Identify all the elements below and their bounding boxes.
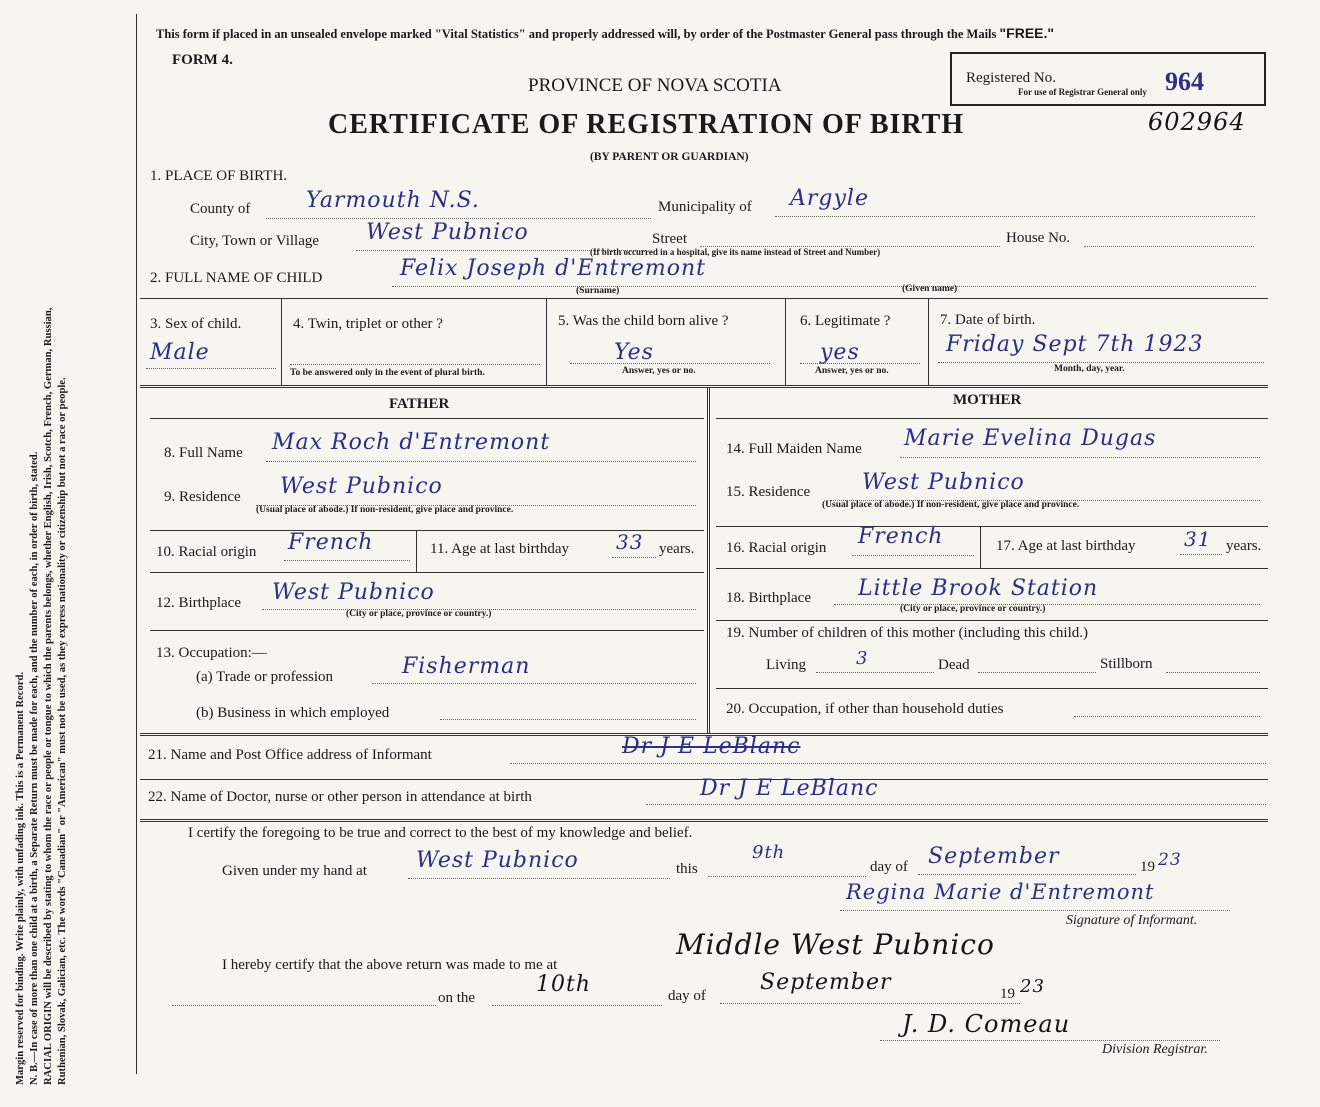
twin-label: 4. Twin, triplet or other ? [293,316,443,332]
informant-signature-label: Signature of Informant. [1066,913,1198,928]
stillborn-label: Stillborn [1100,656,1153,672]
sidebar-notes [14,15,70,1085]
alive-value: Yes [614,340,654,365]
mother-racial-value: French [858,524,944,549]
city-value: West Pubnico [366,220,529,245]
mother-name-value: Marie Evelina Dugas [904,426,1157,451]
this-label: this [676,861,698,877]
mother-age-label: 17. Age at last birthday [996,538,1136,554]
given-day-of-label: day of [870,859,908,875]
registrar-statement: I hereby certify that the above return was made to me at [222,957,558,973]
alive-label: 5. Was the child born alive ? [558,313,729,329]
sidebar-line-4: Ruthenian, Slovak, Galician, etc. The words "Canadian" or "American" must not be used, as they express nationality or citizenship but not a race or people. [57,377,68,1085]
father-name-label: 8. Full Name [164,445,243,461]
mother-heading: MOTHER [953,392,1022,408]
sidebar-line-3: RACIAL ORIGIN will be described by stating to whom the race or people or tongue to which the parents belongs, whether English, Irish, Scotch, French, German, Russian, [43,307,54,1085]
mail-notice: This form if placed in an unsealed envelope marked "Vital Statistics" and properly addressed will, by order of the Postmaster General pass through the Mails "FREE." [156,25,1055,41]
municipality-label: Municipality of [658,199,752,215]
birth-date-note: Month, day, year. [1054,364,1125,374]
form-number: FORM 4. [172,52,233,68]
free-label: "FREE." [999,25,1055,41]
informant-label: 21. Name and Post Office address of Informant [148,747,432,763]
dead-label: Dead [938,657,970,673]
mother-name-label: 14. Full Maiden Name [726,441,862,457]
father-birthplace-value: West Pubnico [272,580,435,605]
father-occupation-label: 13. Occupation:— [156,645,267,661]
place-heading: 1. PLACE OF BIRTH. [150,168,288,184]
doctor-value: Dr J E LeBlanc [700,776,879,801]
mother-residence-value: West Pubnico [862,470,1025,495]
certificate-subtitle: (BY PARENT OR GUARDIAN) [590,151,749,163]
margin-rule [136,14,137,1074]
given-year-value: 23 [1158,850,1182,870]
father-racial-label: 10. Racial origin [156,544,257,560]
father-residence-label: 9. Residence [164,489,241,505]
city-label: City, Town or Village [190,233,320,249]
informant-value: Dr J E LeBlanc [622,734,801,759]
street-label: Street [652,231,687,247]
registered-label: Registered No. [966,70,1056,86]
registrar-title: Division Registrar. [1102,1042,1208,1057]
birth-date-value: Friday Sept 7th 1923 [946,332,1204,357]
mother-birthplace-note: (City or place, province or country.) [900,604,1046,614]
given-day-value: 9th [752,842,786,863]
mother-children-label: 19. Number of children of this mother (including this child.) [726,625,1089,641]
alive-note: Answer, yes or no. [622,366,696,376]
county-value: Yarmouth N.S. [306,188,480,213]
father-racial-value: French [288,530,374,555]
registrar-place-value: Middle West Pubnico [676,928,995,961]
surname-note: (Surname) [576,286,620,296]
father-residence-note: (Usual place of abode.) If non-resident, give place and province. [256,505,514,515]
sidebar-line-1: Margin reserved for binding. Write plainly, with unfading ink. This is a Permanent Record. [15,671,26,1085]
birth-date-label: 7. Date of birth. [940,312,1036,328]
sidebar-line-2: N. B.—In case of more than one child at a birth, a Separate Return must be made for each, and the number of each, in order of birth, stated. [29,451,40,1085]
registrar-day-of-label: day of [668,988,706,1004]
twin-note: To be answered only in the event of plural birth. [290,368,485,378]
mother-age-value: 31 [1184,527,1212,551]
father-residence-value: West Pubnico [280,474,443,499]
father-birthplace-note: (City or place, province or country.) [346,609,492,619]
legitimate-note: Answer, yes or no. [815,366,889,376]
father-name-value: Max Roch d'Entremont [272,430,551,455]
given-year-prefix: 19 [1140,859,1155,875]
given-month-value: September [928,844,1060,869]
sex-label: 3. Sex of child. [150,316,242,332]
legitimate-label: 6. Legitimate ? [800,313,891,329]
child-name-label: 2. FULL NAME OF CHILD [150,270,323,286]
sex-value: Male [150,340,210,365]
father-business-label: (b) Business in which employed [196,705,390,721]
certify-statement: I certify the foregoing to be true and correct to the best of my knowledge and belief. [188,825,693,841]
father-trade-value: Fisherman [402,654,531,679]
father-years-label: years. [659,541,695,557]
living-label: Living [766,657,806,673]
mother-racial-label: 16. Racial origin [726,540,827,556]
mother-years-label: years. [1226,538,1262,554]
mother-birthplace-label: 18. Birthplace [726,590,811,606]
registered-note: For use of Registrar General only [1018,87,1147,97]
street-note: (If birth occurred in a hospital, give its name instead of Street and Number) [590,247,881,257]
given-name-note: (Given name) [902,284,958,294]
informant-signature: Regina Marie d'Entremont [846,880,1155,904]
given-under-label: Given under my hand at [222,863,367,879]
registrar-year-value: 23 [1020,976,1045,997]
father-heading: FATHER [389,396,450,412]
registrar-year-prefix: 19 [1000,986,1015,1002]
registrar-day-value: 10th [536,972,592,997]
certificate-title: CERTIFICATE OF REGISTRATION OF BIRTH [328,109,965,140]
registrar-signature: J. D. Comeau [902,1010,1071,1038]
mother-residence-note: (Usual place of abode.) If non-resident, give place and province. [822,500,1080,510]
municipality-value: Argyle [790,186,869,211]
father-age-value: 33 [616,530,644,554]
mother-birthplace-value: Little Brook Station [858,576,1099,601]
on-the-label: on the [438,990,476,1006]
living-value: 3 [856,648,869,669]
father-trade-label: (a) Trade or profession [196,669,334,685]
margin-number: 602964 [1148,108,1246,136]
registrar-month-value: September [760,970,892,995]
mother-residence-label: 15. Residence [726,484,811,500]
father-birthplace-label: 12. Birthplace [156,595,241,611]
county-label: County of [190,201,251,217]
province-heading: PROVINCE OF NOVA SCOTIA [528,75,782,96]
doctor-label: 22. Name of Doctor, nurse or other person in attendance at birth [148,789,532,805]
mother-occupation-label: 20. Occupation, if other than household duties [726,701,1004,717]
registered-value: 964 [1165,67,1204,96]
house-label: House No. [1006,230,1071,246]
legitimate-value: yes [820,340,860,365]
child-name-value: Felix Joseph d'Entremont [400,256,707,281]
given-place-value: West Pubnico [416,848,579,873]
father-age-label: 11. Age at last birthday [430,541,569,557]
